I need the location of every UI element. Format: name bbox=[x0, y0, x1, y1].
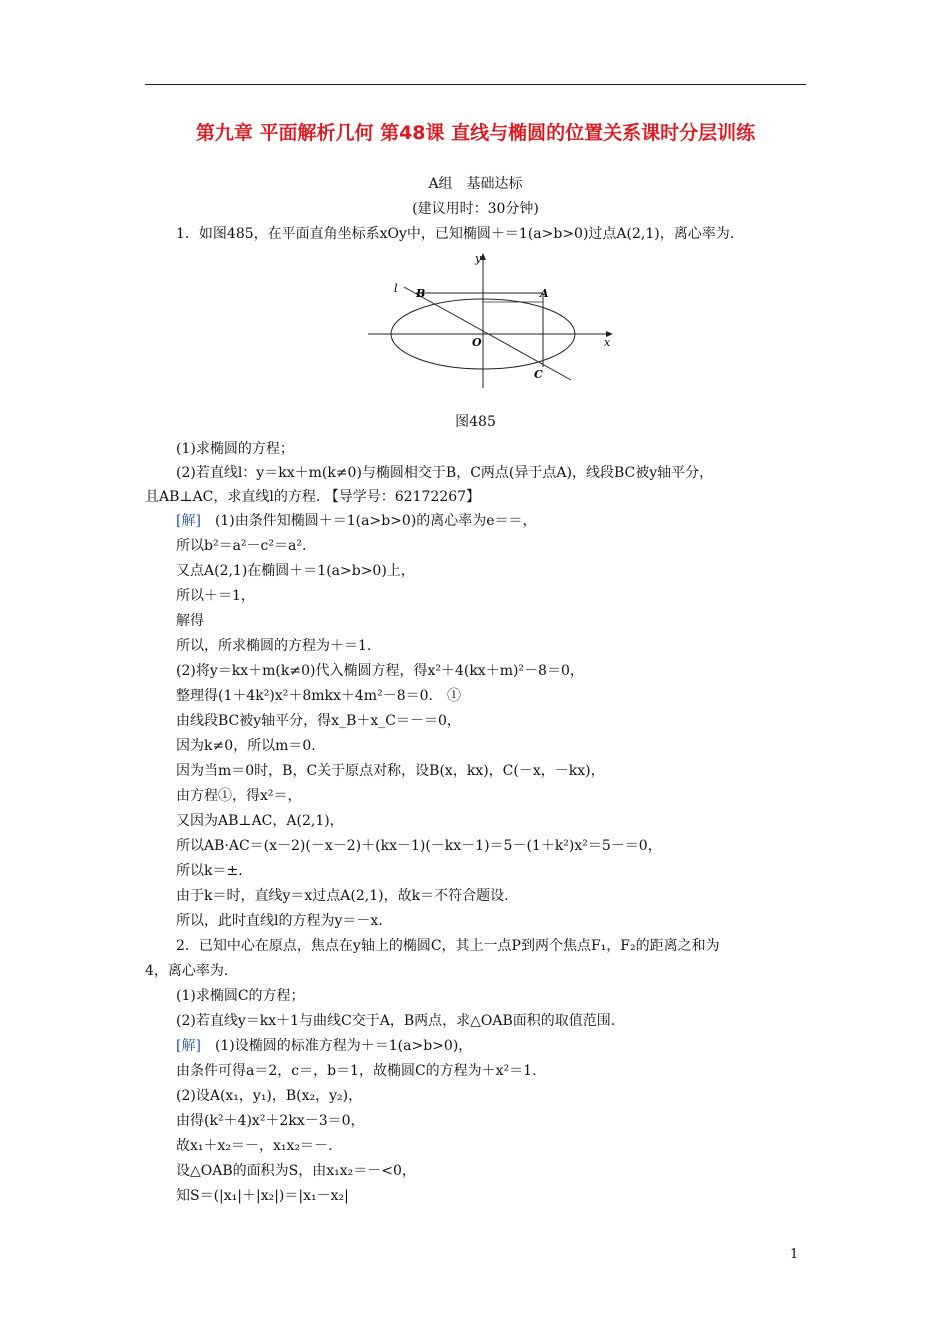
solution-1-line: 整理得(1＋4k²)x²＋8mkx＋4m²－8＝0. ① bbox=[176, 688, 461, 704]
header-rule bbox=[145, 84, 806, 85]
solution-1-line: 因为当m＝0时，B，C关于原点对称，设B(x，kx)，C(－x，－kx)， bbox=[176, 763, 605, 779]
solution-1-line: 所以＋＝1， bbox=[176, 588, 255, 604]
solution-2-line: (2)设A(x₁，y₁)，B(x₂，y₂)， bbox=[176, 1088, 363, 1104]
problem-1-stem: 1．如图485，在平面直角坐标系xOy中，已知椭圆＋＝1(a>b>0)过点A(2,1)，离心率为. bbox=[176, 226, 735, 242]
solution-2-line: 由得(k²＋4)x²＋2kx－3＝0， bbox=[176, 1113, 365, 1129]
problem-1-part-2: (2)若直线l：y＝kx＋m(k≠0)与椭圆相交于B，C两点(异于点A)，线段BC被y轴平分， bbox=[176, 465, 714, 481]
page-number: 1 bbox=[790, 1247, 799, 1262]
solution-1-line: 由方程①，得x²＝， bbox=[176, 788, 302, 804]
solution-1-line: 又点A(2,1)在椭圆＋＝1(a>b>0)上， bbox=[176, 563, 415, 579]
solution-2-line: 知S＝(|x₁|＋|x₂|)＝|x₁－x₂| bbox=[176, 1188, 349, 1204]
B-label: B bbox=[416, 287, 426, 300]
O-label: O bbox=[472, 336, 482, 349]
solution-label: [解] bbox=[176, 513, 201, 529]
A-label: A bbox=[540, 287, 549, 300]
page-title: 第九章 平面解析几何 第48课 直线与椭圆的位置关系课时分层训练 bbox=[195, 122, 756, 144]
problem-2-part-1: (1)求椭圆C的方程； bbox=[176, 988, 305, 1004]
problem-2-stem-cont: 4，离心率为. bbox=[145, 963, 229, 979]
solution-1-line: 所以，所求椭圆的方程为＋＝1. bbox=[176, 638, 372, 654]
solution-label: [解] bbox=[176, 1038, 201, 1054]
l-label: l bbox=[394, 282, 398, 295]
solution-1-line: 由于k＝时，直线y＝x过点A(2,1)，故k＝不符合题设. bbox=[176, 888, 509, 904]
problem-1-part-1: (1)求椭圆的方程； bbox=[176, 441, 294, 457]
figure-caption: 图485 bbox=[455, 414, 496, 430]
solution-2-line: 由条件可得a＝2，c＝，b＝1，故椭圆C的方程为＋x²＝1. bbox=[176, 1063, 537, 1079]
solution-1-line: 因为k≠0，所以m＝0. bbox=[176, 738, 316, 754]
solution-1-line: 所以，此时直线l的方程为y＝－x. bbox=[176, 913, 383, 929]
solution-2-line: [解] (1)设椭圆的标准方程为＋＝1(a>b>0)， bbox=[176, 1038, 473, 1054]
x-label: x bbox=[604, 336, 611, 349]
solution-1-line: (2)将y＝kx＋m(k≠0)代入椭圆方程，得x²＋4(kx＋m)²－8＝0， bbox=[176, 663, 584, 679]
solution-2-line: 设△OAB的面积为S，由x₁x₂＝－<0， bbox=[176, 1163, 416, 1179]
C-label: C bbox=[534, 368, 543, 381]
solution-1-line: 又因为AB⊥AC，A(2,1)， bbox=[176, 813, 344, 829]
problem-2-stem: 2．已知中心在原点，焦点在y轴上的椭圆C，其上一点P到两个焦点F₁，F₂的距离之和为 bbox=[176, 938, 720, 954]
solution-1-line: 解得 bbox=[176, 613, 204, 629]
time-hint: (建议用时：30分钟) bbox=[412, 201, 539, 217]
y-label: y bbox=[475, 252, 482, 265]
problem-1-part-2-cont: 且AB⊥AC，求直线l的方程. 【导学号：62172267】 bbox=[145, 489, 481, 505]
ellipse-figure bbox=[366, 250, 616, 390]
solution-1-line: 所以k＝±. bbox=[176, 863, 243, 879]
solution-1-line: [解] (1)由条件知椭圆＋＝1(a>b>0)的离心率为e＝＝， bbox=[176, 513, 537, 529]
solution-1-line: 所以AB·AC＝(x－2)(－x－2)＋(kx－1)(－kx－1)＝5－(1＋k²)x²＝5－＝0， bbox=[176, 838, 662, 854]
group-heading: A组 基础达标 bbox=[428, 176, 523, 192]
solution-2-line: 故x₁＋x₂＝－，x₁x₂＝－. bbox=[176, 1138, 333, 1154]
solution-1-line: 由线段BC被y轴平分，得x_B＋x_C＝－＝0， bbox=[176, 713, 461, 729]
solution-1-line: 所以b²＝a²－c²＝a². bbox=[176, 538, 307, 554]
problem-2-part-2: (2)若直线y＝kx＋1与曲线C交于A，B两点，求△OAB面积的取值范围. bbox=[176, 1013, 616, 1029]
